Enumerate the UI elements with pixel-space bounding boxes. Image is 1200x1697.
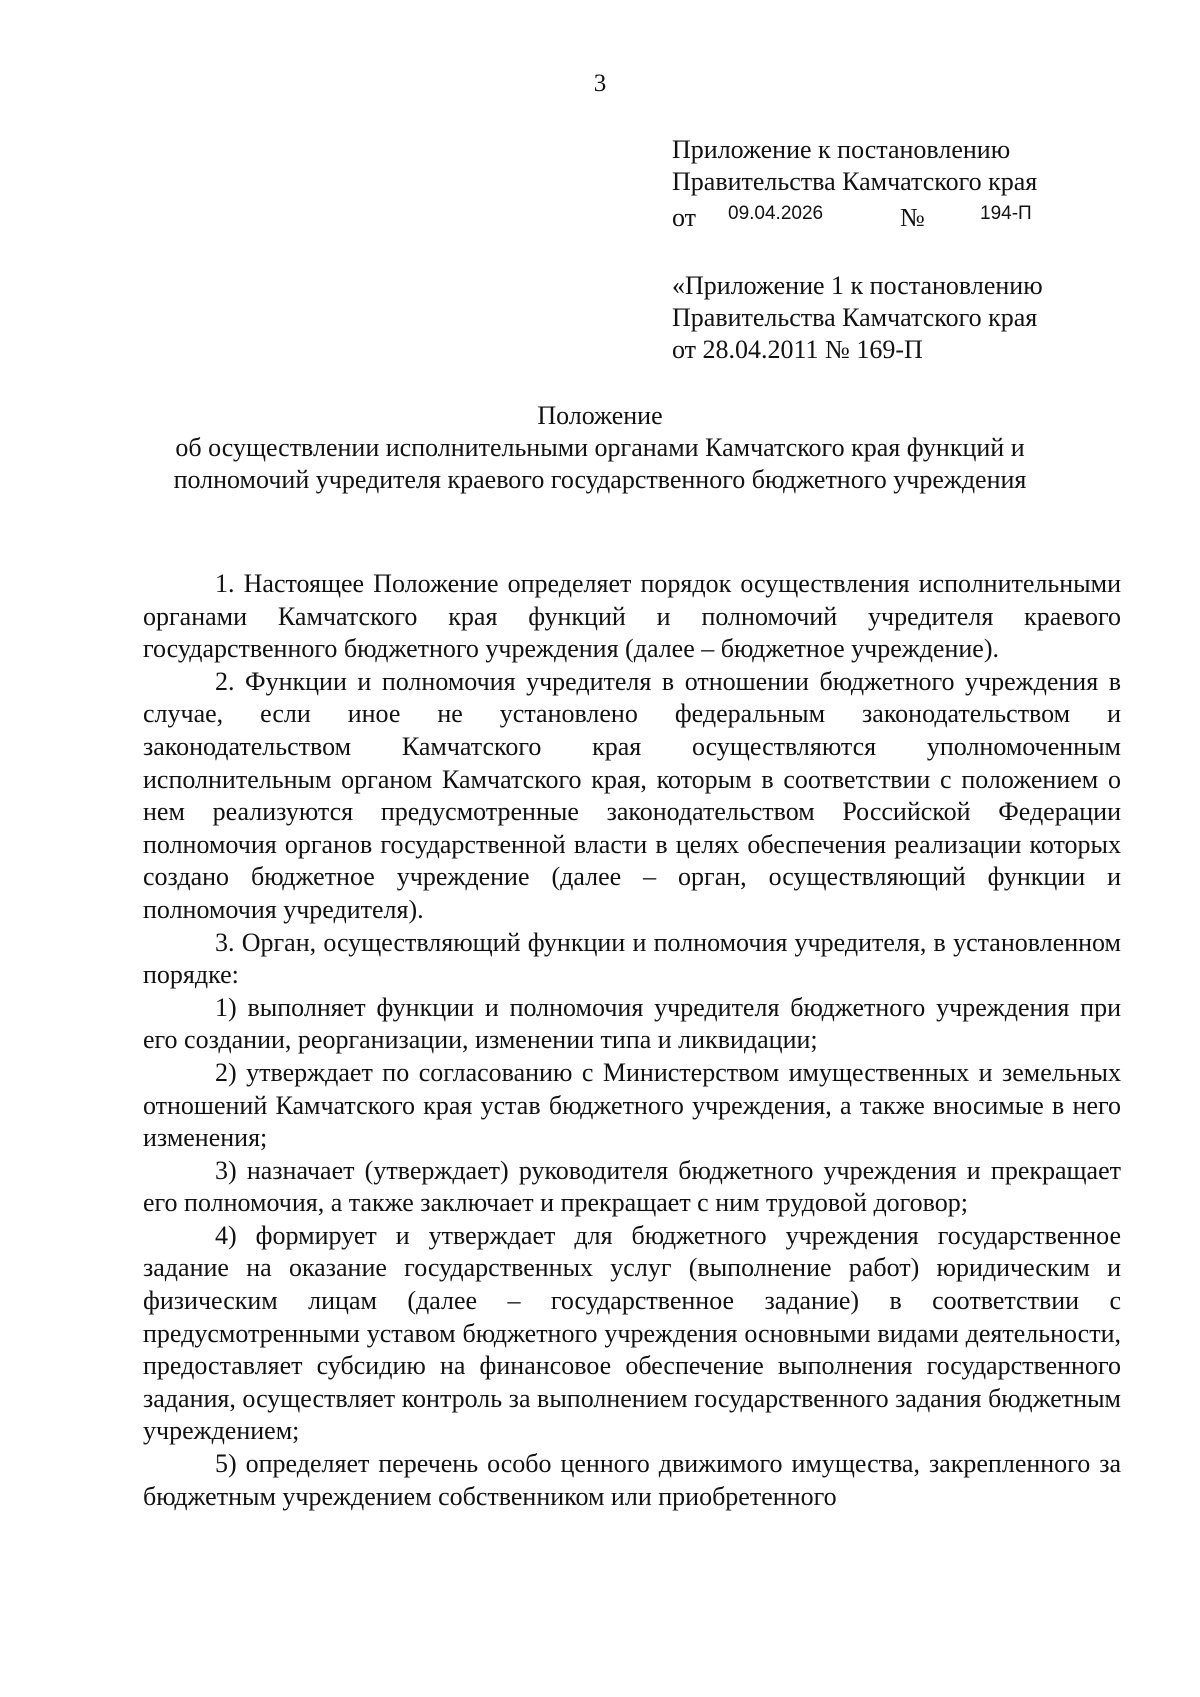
title-subtitle-line2: полномочий учредителя краевого государственного бюджетного учреждения bbox=[173, 465, 1027, 494]
resolution-date: 09.04.2026 bbox=[728, 203, 824, 224]
document-title bbox=[100, 400, 1100, 496]
paragraph-2: 2. Функции и полномочия учредителя в отношении бюджетного учреждения в случае, если иное не установлено федеральным законодательством и законодательством Камчатского края осуществляются уполномоченным исполнительным органом Камчатского края, которым в соответствии с положением о нем реализуются предусмотренные законодательством Российской Федерации полномочия органов государственной власти в целях обеспечения реализации которых создано бюджетное учреждение (далее – орган, осуществляющий функции и полномочия учредителя). bbox=[143, 666, 1121, 924]
appendix-original-reference bbox=[672, 270, 1043, 366]
paragraph-1: 1. Настоящее Положение определяет порядок осуществления исполнительными органами Камчатского края функций и полномочий учредителя краевого государственного бюджетного учреждения (далее – бюджетное учреждение). bbox=[143, 569, 1121, 664]
appendix-current-line2: Правительства Камчатского края bbox=[672, 167, 1038, 196]
from-label: от bbox=[672, 203, 697, 232]
paragraph-3: 3. Орган, осуществляющий функции и полномочия учредителя, в установленном порядке: bbox=[143, 927, 1121, 990]
title-subtitle-line1: об осуществлении исполнительными органами Камчатского края функций и bbox=[175, 433, 1025, 462]
appendix-current-line1: Приложение к постановлению bbox=[672, 135, 1011, 164]
resolution-number: 194-П bbox=[980, 203, 1032, 224]
appendix-current-date-line bbox=[672, 198, 1037, 232]
list-item-1: 1) выполняет функции и полномочия учредителя бюджетного учреждения при его создании, реорганизации, изменении типа и ликвидации; bbox=[143, 992, 1121, 1055]
document-body bbox=[143, 568, 1121, 1513]
list-item-3: 3) назначает (утверждает) руководителя бюджетного учреждения и прекращает его полномочия, а также заключает и прекращает с ним трудовой договор; bbox=[143, 1155, 1121, 1218]
appendix-original-line1: «Приложение 1 к постановлению bbox=[672, 271, 1043, 300]
number-sign: № bbox=[900, 203, 925, 232]
appendix-original-line2: Правительства Камчатского края bbox=[672, 303, 1038, 332]
appendix-current-reference bbox=[672, 134, 1037, 232]
appendix-original-line3: от 28.04.2011 № 169-П bbox=[672, 335, 923, 364]
list-item-5: 5) определяет перечень особо ценного движимого имущества, закрепленного за бюджетным учреждением собственником или приобретенного bbox=[143, 1449, 1121, 1511]
list-item-2: 2) утверждает по согласованию с Министерством имущественных и земельных отношений Камчатского края устав бюджетного учреждения, а также вносимые в него изменения; bbox=[143, 1057, 1121, 1153]
page-number: 3 bbox=[593, 70, 607, 97]
list-item-4: 4) формирует и утверждает для бюджетного учреждения государственное задание на оказание государственных услуг (выполнение работ) юридическим и физическим лицам (далее – государственное задание) в соответствии с предусмотренными уставом бюджетного учреждения основными видами деятельности, предоставляет субсидию на финансовое обеспечение выполнения государственного задания, осуществляет контроль за выполнением государственного задания бюджетным учреждением; bbox=[143, 1220, 1121, 1446]
title-heading: Положение bbox=[537, 401, 663, 430]
